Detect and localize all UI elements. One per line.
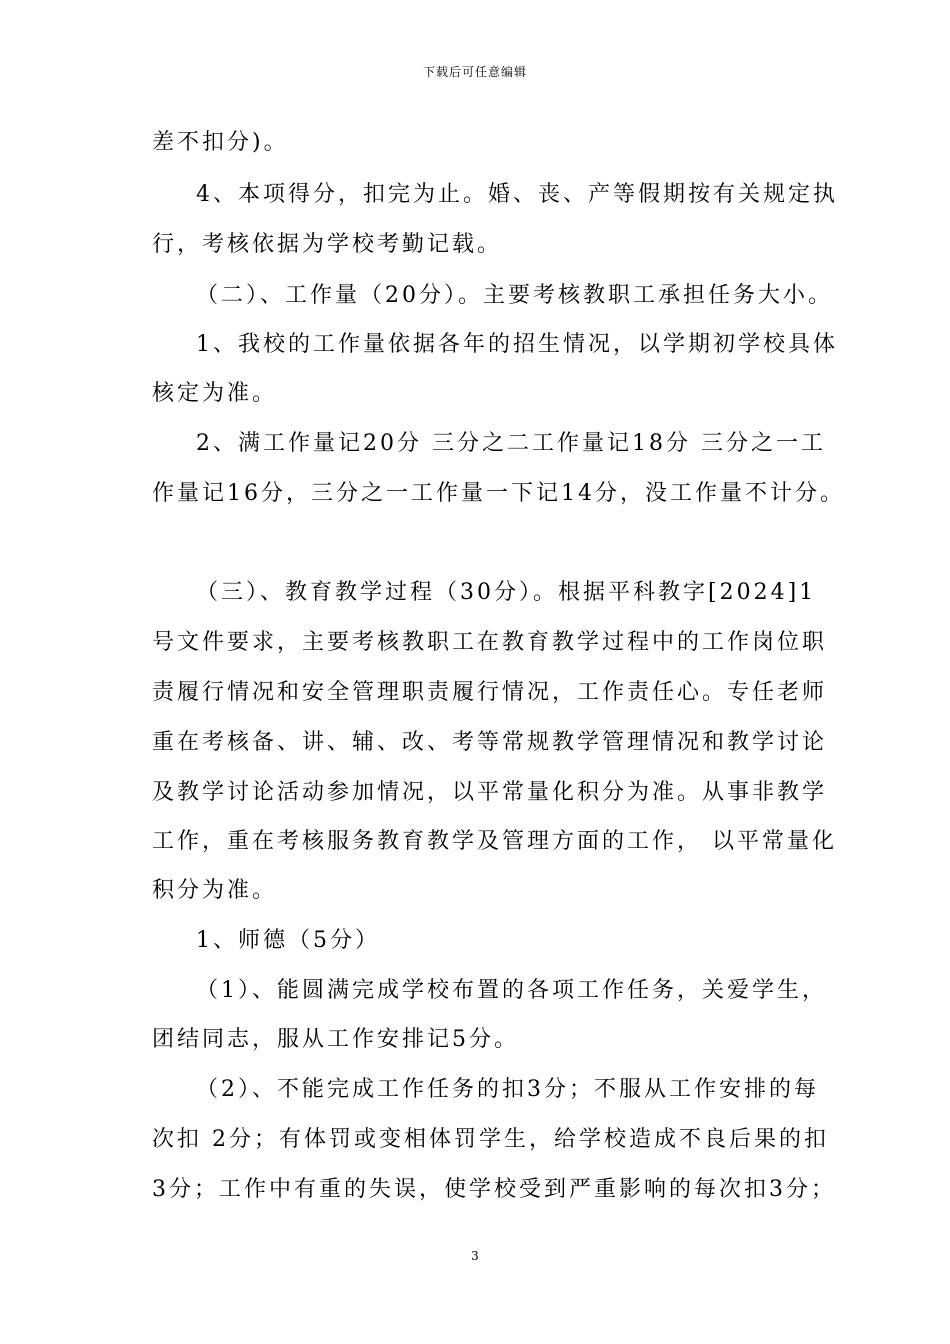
page-number: 3 xyxy=(471,1249,479,1263)
subsection-heading: 1、师德（5分） xyxy=(196,928,380,953)
text-line-3: 行，考核依据为学校考勤记载。 xyxy=(152,232,503,257)
text-line-15: 积分为准。 xyxy=(152,878,278,903)
page-header: 下载后可任意编辑 xyxy=(422,65,527,79)
text-line-14: 工作，重在考核服务教育教学及管理方面的工作， 以平常量化 xyxy=(152,829,837,854)
text-line-13: 及教学讨论活动参加情况，以平常量化积分为准。从事非教学 xyxy=(152,780,828,805)
text-line-11: 责履行情况和安全管理职责履行情况，工作责任心。专任老师 xyxy=(152,680,828,705)
text-line-21: 3分；工作中有重的失误，使学校受到严重影响的每次扣3分； xyxy=(152,1177,836,1202)
text-line-12: 重在考核备、讲、辅、改、考等常规教学管理情况和教学讨论 xyxy=(152,730,828,755)
text-line-7: 2、满工作量记20分 三分之二工作量记18分 三分之一工 xyxy=(196,431,826,456)
section-heading-3: （三）、教育教学过程（30分）。根据平科教字[2024]1 xyxy=(196,580,817,605)
text-line-6: 核定为准。 xyxy=(152,381,278,406)
text-line-17: （1）、能圆满完成学校布置的各项工作任务，关爱学生， xyxy=(196,978,827,1003)
text-line-1: 差不扣分)。 xyxy=(152,130,289,155)
text-line-20: 次扣 2分；有体罚或变相体罚学生，给学校造成不良后果的扣 xyxy=(152,1127,829,1152)
text-line-8: 作量记16分，三分之一工作量一下记14分，没工作量不计分。 xyxy=(152,481,845,506)
text-line-10: 号文件要求，主要考核教职工在教育教学过程中的工作岗位职 xyxy=(152,630,828,655)
text-line-2: 4、本项得分，扣完为止。婚、丧、产等假期按有关规定执 xyxy=(196,182,838,207)
text-line-18: 团结同志，服从工作安排记5分。 xyxy=(152,1027,519,1052)
text-line-5: 1、我校的工作量依据各年的招生情况，以学期初学校具体 xyxy=(196,332,838,357)
text-line-19: （2）、不能完成工作任务的扣3分；不服从工作安排的每 xyxy=(196,1077,819,1102)
section-heading-2: （二）、工作量（20分）。主要考核教职工承担任务大小。 xyxy=(196,283,833,308)
